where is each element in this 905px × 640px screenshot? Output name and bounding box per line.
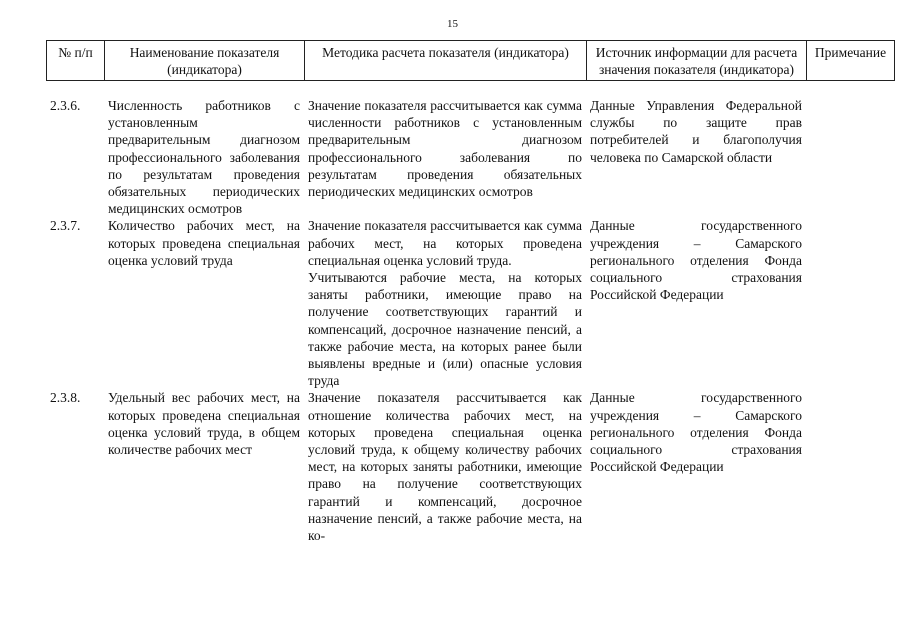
indicator-rows	[46, 97, 894, 544]
row-note	[806, 217, 894, 389]
calculation-method	[304, 97, 586, 217]
row-note	[806, 389, 894, 544]
header-name: Наименование показателя (индикатора)	[105, 41, 305, 81]
information-source: Данные государственного учреждения – Самарского регионального отделения Фонда социального страхования Российской Федерации	[590, 218, 802, 303]
indicator-name: Количество рабочих мест, на которых проведена специальная оценка условий труда	[108, 218, 300, 268]
method-paragraph: Значение показателя рассчитывается как отношение количества рабочих мест, на которых проведена специальная оценка условий труда, к общему количеству рабочих мест, на которых заняты работники, имеющие право на получение соответствующих гарантий и компенсаций, досрочное назначение пенсий, а также рабочие места, на ко-	[308, 390, 582, 544]
table-row	[46, 217, 894, 389]
indicator-table	[46, 97, 894, 544]
calculation-method	[304, 389, 586, 544]
header-row	[47, 41, 895, 81]
table-row	[46, 97, 894, 217]
row-number: 2.3.7.	[50, 218, 81, 234]
header-source: Источник информации для расчета значения показателя (индикатора)	[587, 41, 807, 81]
indicator-name: Удельный вес рабочих мест, на которых проведена специальная оценка условий труда, в общем количестве рабочих мест	[108, 390, 300, 458]
calculation-method	[304, 217, 586, 389]
information-source: Данные государственного учреждения – Самарского регионального отделения Фонда социального страхования Российской Федерации	[590, 390, 802, 475]
row-number: 2.3.6.	[50, 98, 81, 113]
row-note	[806, 97, 894, 217]
row-number: 2.3.8.	[50, 390, 81, 406]
page-number: 15	[447, 18, 458, 30]
method-paragraph: Значение показателя рассчитывается как сумма численности работников с установленным предварительным диагнозом профессионального заболевания по результатам проведения обязательных периодических медицинских осмотров	[308, 98, 582, 200]
indicator-name: Численность работников с установленным предварительным диагнозом профессионального заболевания по результатам проведения обязательных периодических медицинских осмотров	[108, 98, 300, 217]
table-row	[46, 389, 894, 544]
header-note: Примечание	[807, 41, 895, 81]
header-num: № п/п	[47, 41, 105, 81]
table-header	[46, 40, 895, 81]
information-source: Данные Управления Федеральной службы по защите прав потребителей и благополучия человека по Самарской области	[590, 98, 802, 165]
method-paragraph: Значение показателя рассчитывается как сумма рабочих мест, на которых проведена специальная оценка условий труда.	[308, 218, 582, 268]
method-paragraph: Учитываются рабочие места, на которых заняты работники, имеющие право на получение соответствующих гарантий и компенсаций, досрочное назначение пенсий, а также рабочие места, на которых ранее были выявлены вредные и (или) опасные условия труда	[308, 270, 582, 389]
header-method: Методика расчета показателя (индикатора)	[305, 41, 587, 81]
